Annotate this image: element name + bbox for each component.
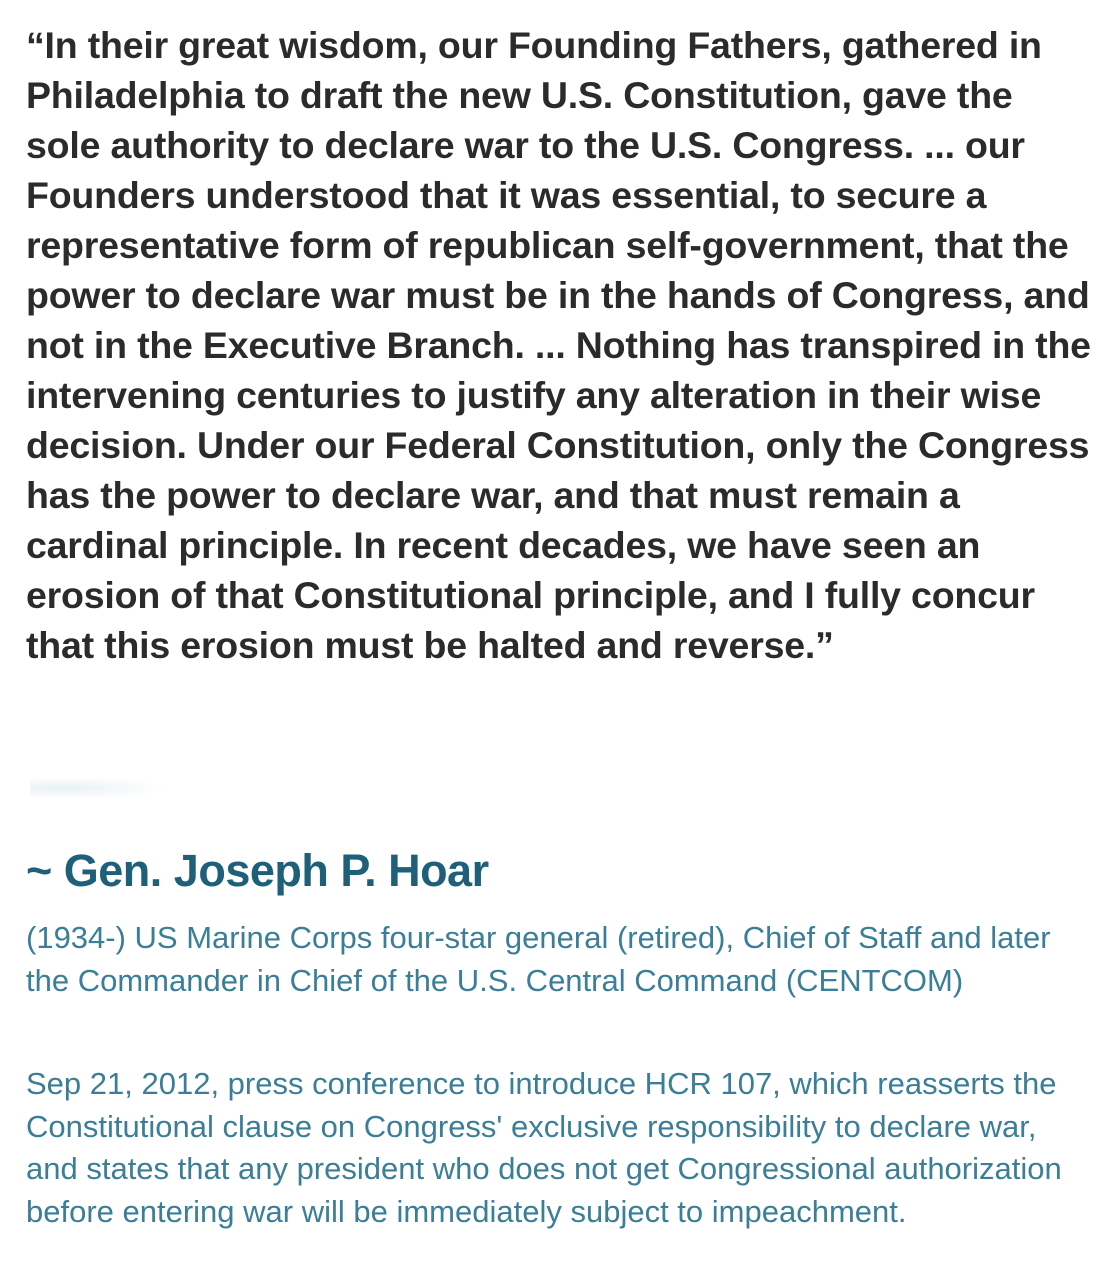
quote-context: Sep 21, 2012, press conference to introduce HCR 107, which reasserts the Constitutional clause on Congress' exclusive responsibility to declare war, and states that any president who does not get Congressional authorization before entering war will be immediately subject to impeachment. [26, 1066, 1062, 1229]
quote-text: “In their great wisdom, our Founding Fathers, gathered in Philadelphia to draft the new U.S. Constitution, gave the sole authority to declare war to the U.S. Congress. ... our Founders understood that it was essential, to secure a representative form of republican self-government, that the power to declare war must be in the hands of Congress, and not in the Executive Branch. ... Nothing has transpired in the intervening centuries to justify any alteration in their wise decision. Under our Federal Constitution, only the Congress has the power to declare war, and that must remain a cardinal principle. In recent decades, we have seen an erosion of that Constitutional principle, and I fully concur that this erosion must be halted and reverse.” [26, 24, 1091, 666]
author-bio: (1934-) US Marine Corps four-star general (retired), Chief of Staff and later the Commander in Chief of the U.S. Central Command (CENTCOM) [26, 920, 1051, 998]
quote-block [26, 20, 1091, 670]
decorative-smudge [30, 775, 190, 797]
author-name: ~ Gen. Joseph P. Hoar [26, 845, 489, 896]
